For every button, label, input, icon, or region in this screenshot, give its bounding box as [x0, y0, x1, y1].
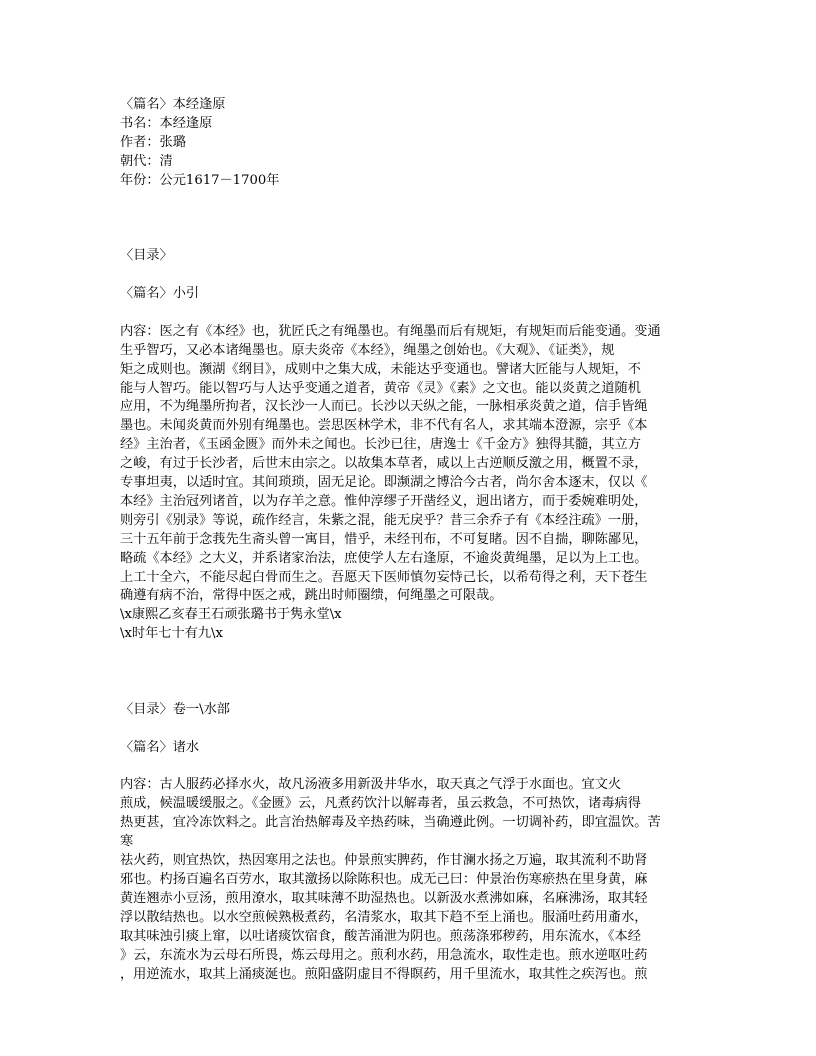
header-line: 书名：本经逢原	[120, 115, 213, 131]
spacer	[120, 266, 690, 285]
toc-line: 〈目录〉卷一\水部	[120, 701, 230, 717]
preface-body	[120, 323, 690, 644]
text-line: 》云，东流水为云母石所畏，炼云母用之。煎利水药，用急流水，取性走也。煎水逆呕吐药	[120, 947, 648, 963]
spacer	[120, 644, 690, 663]
text-line: 经》主治者，《玉函金匮》而外未之闻也。长沙已往，唐逸士《千金方》独得其髓，其立方	[120, 437, 641, 453]
spacer	[120, 228, 690, 247]
text-line: 生乎智巧，又必本诸绳墨也。原夫炎帝《本经》，绳墨之创始也。《大观》、《证类》，规	[120, 342, 615, 358]
signature-line: \x时年七十有九\x	[120, 626, 223, 642]
text-line: 祛火药，则宜热饮，热因寒用之法也。仲景煎实脾药，作甘澜水扬之万遍，取其流利不助肾	[120, 853, 648, 869]
text-line: 矩之成则也。濒湖《纲目》，成则中之集大成，未能达乎变通也。譬诸大匠能与人规矩，不	[120, 361, 641, 377]
section-body	[120, 776, 690, 984]
text-line: 浮以散结热也。以水空煎候熟极煮药，名清浆水，取其下趋不至上涌也。服涌吐药用齑水，	[120, 909, 648, 925]
header-line: 朝代：清	[120, 153, 173, 169]
spacer	[120, 191, 690, 210]
toc-heading: 〈目录〉	[120, 248, 173, 264]
text-line: 黄连翘赤小豆汤，煎用潦水，取其味薄不助湿热也。以新汲水煮沸如麻，名麻沸汤，取其轻	[120, 890, 648, 906]
text-line: 煎成，候温暖缓服之。《金匮》云，凡煮药饮汁以解毒者，虽云救急，不可热饮，诸毒病得	[120, 796, 641, 812]
header-line: 作者：张璐	[120, 134, 186, 150]
text-line: 内容：医之有《本经》也，犹匠氏之有绳墨也。有绳墨而后有规矩，有规矩而后能变通。变通	[120, 323, 661, 339]
spacer	[120, 758, 690, 777]
spacer	[120, 209, 690, 228]
spacer	[120, 720, 690, 739]
text-line: 邪也。杓扬百遍名百劳水，取其激扬以除陈积也。成无己曰：仲景治伤寒瘀热在里身黄，麻	[120, 872, 648, 887]
text-line: 上工十全六，不能尽起白骨而生之。吾愿天下医师慎勿妄恃己长，以希苟得之利，天下苍生	[120, 569, 648, 585]
text-line: ，用逆流水，取其上涌痰涎也。煎阳盛阴虚目不得瞑药，用千里流水，取其性之疾泻也。煎	[120, 966, 648, 982]
text-line: 三十五年前于念莪先生斋头曾一寓目，惜乎，未经刊布，不可复睹。因不自揣，聊陈鄙见，	[120, 531, 648, 547]
spacer	[120, 682, 690, 701]
text-line: 内容：古人服药必择水火，故凡汤液多用新汲井华水，取天真之气浮于水面也。宜文火	[120, 777, 622, 793]
text-line: 应用，不为绳墨所拘者，汉长沙一人而已。长沙以天纵之能，一脉相承炎黄之道，信手皆绳	[120, 399, 648, 415]
document-page	[120, 96, 690, 984]
text-line: 专事坦夷，以适时宜。其间琐琐，固无足论。即濒湖之博洽今古者，尚尔舍本逐末，仅以《	[120, 475, 648, 491]
preface-title: 〈篇名〉小引	[120, 286, 200, 301]
text-line: 寒	[120, 834, 134, 850]
text-line: 能与人智巧。能以智巧与人达乎变通之道者，黄帝《灵》《素》之文也。能以炎黄之道随机	[120, 380, 641, 396]
text-line: 墨也。未闻炎黄而外别有绳墨也。尝思医林学术，非不代有名人，求其端本澄源，宗乎《本	[120, 418, 648, 434]
spacer	[120, 304, 690, 323]
text-line: 取其味浊引痰上窜，以吐诸痰饮宿食，酸苦涌泄为阴也。煎荡涤邪秽药，用东流水，《本经	[120, 928, 641, 944]
section-title: 〈篇名〉诸水	[120, 739, 200, 755]
text-line: 本经》主治冠列诸首，以为存羊之意。惟仲淳缪子开凿经义，迥出诸方，而于委婉难明处，	[120, 493, 648, 509]
header-line: 〈篇名〉本经逢原	[120, 97, 226, 112]
spacer	[120, 663, 690, 682]
text-line: 热更甚，宜冷冻饮料之。此言治热解毒及辛热药味，当确遵此例。一切调补药，即宜温饮。苦	[120, 815, 661, 831]
text-line: 略疏《本经》之大义，并系诸家治法，庶使学人左右逢原，不逾炎黄绳墨，足以为上工也。	[120, 550, 648, 566]
book-header	[120, 96, 690, 191]
text-line: 则旁引《别录》等说，疏作经言，朱紫之混，能无戾乎？昔三余乔子有《本经注疏》一册，	[120, 512, 648, 528]
header-line: 年份：公元1617－1700年	[120, 172, 280, 188]
signature-line: \x康熙乙亥春王石顽张璐书于隽永堂\x	[120, 607, 342, 623]
text-line: 确遵有病不治，常得中医之戒，跳出时师圈缋，何绳墨之可限哉。	[120, 588, 503, 604]
text-line: 之峻，有过于长沙者，后世末由宗之。以故集本草者，咸以上古逆顺反激之用，概置不录，	[120, 456, 648, 472]
